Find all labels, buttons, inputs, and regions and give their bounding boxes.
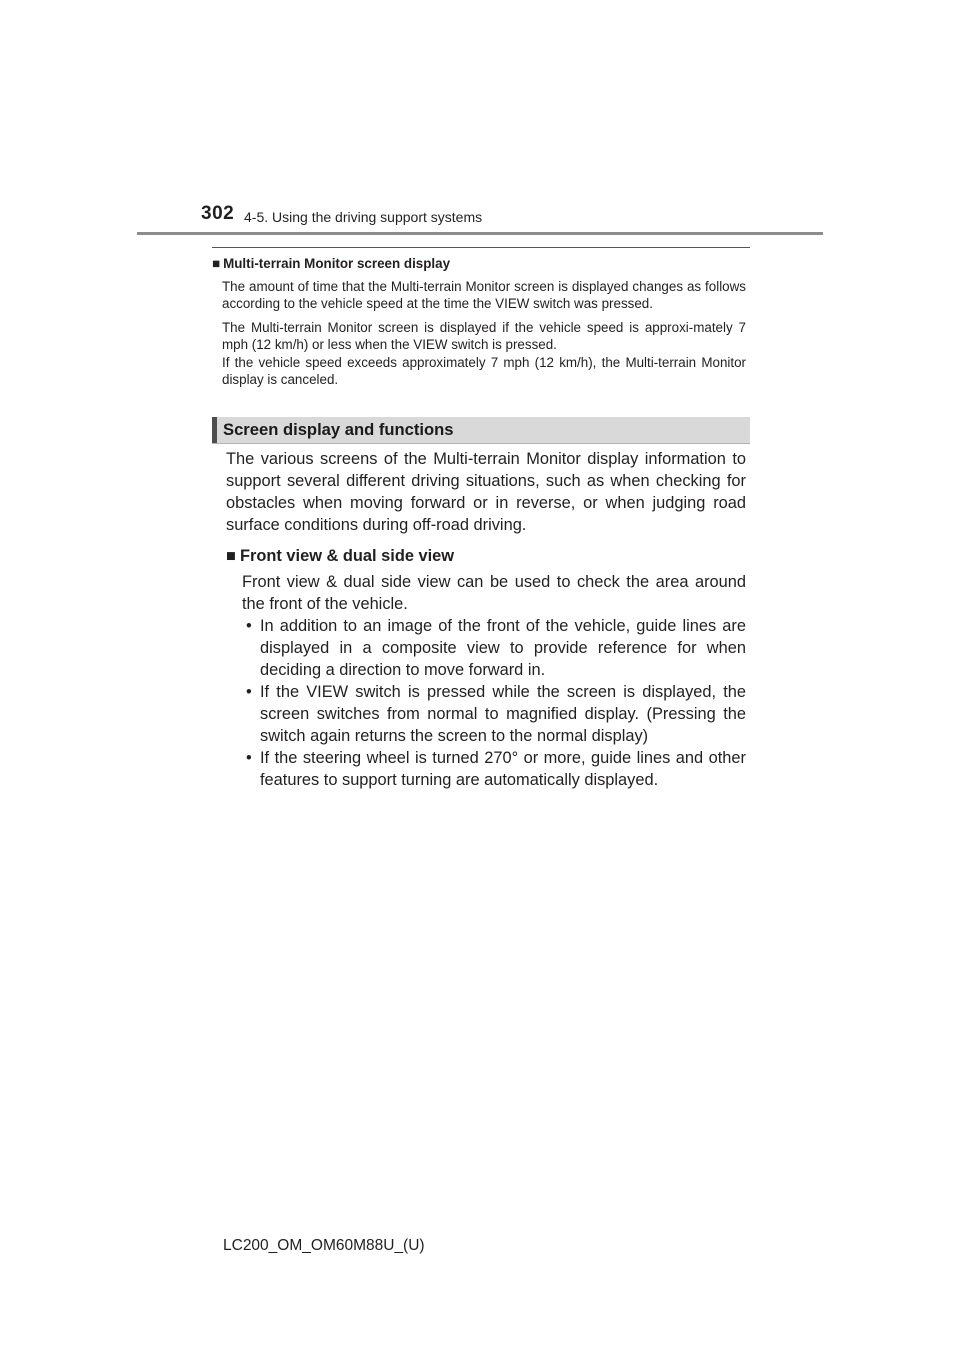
note-heading-text: Multi-terrain Monitor screen display bbox=[223, 256, 451, 271]
note-paragraph: If the vehicle speed exceeds approximately 7 mph (12 km/h), the Multi-terrain Monitor display is canceled. bbox=[222, 354, 746, 387]
section-band bbox=[212, 417, 750, 444]
list-item-text: If the VIEW switch is pressed while the screen is displayed, the screen switches from normal to magnified display. (Pressing the switch again returns the screen to the normal display) bbox=[260, 683, 746, 745]
list-item-text: In addition to an image of the front of the vehicle, guide lines are displayed in a composite view to provide reference for when deciding a direction to move forward in. bbox=[260, 617, 746, 679]
note-top-rule bbox=[212, 247, 750, 248]
section-band-bar bbox=[212, 417, 217, 443]
square-bullet-icon: ■ bbox=[226, 547, 236, 565]
main-body bbox=[226, 448, 746, 791]
subsection-heading-text: Front view & dual side view bbox=[240, 547, 455, 565]
note-paragraph: The Multi-terrain Monitor screen is displayed if the vehicle speed is approxi-mately 7 mph (12 km/h) or less when the VIEW switch is pressed. bbox=[222, 319, 746, 352]
bullet-dot-icon: • bbox=[246, 617, 252, 635]
list-item bbox=[242, 681, 746, 747]
list-item-text: If the steering wheel is turned 270° or more, guide lines and other features to support turning are automatically displayed. bbox=[260, 749, 746, 789]
section-band-title: Screen display and functions bbox=[223, 420, 454, 439]
note-block bbox=[212, 255, 746, 395]
list-item bbox=[242, 747, 746, 791]
list-item bbox=[242, 615, 746, 681]
subsection-heading bbox=[226, 545, 746, 567]
bullet-list bbox=[226, 615, 746, 791]
subsection-text: Front view & dual side view can be used to check the area around the front of the vehicle. bbox=[242, 573, 746, 613]
header-rule bbox=[137, 232, 823, 235]
page-number: 302 bbox=[201, 203, 235, 224]
note-paragraph: The amount of time that the Multi-terrain Monitor screen is displayed changes as follows according to the vehicle speed at the time the VIEW switch was pressed. bbox=[222, 278, 746, 311]
bullet-dot-icon: • bbox=[246, 683, 252, 701]
square-bullet-icon: ■ bbox=[212, 256, 221, 271]
bullet-dot-icon: • bbox=[246, 749, 252, 767]
section-title: 4-5. Using the driving support systems bbox=[244, 209, 483, 225]
note-heading bbox=[212, 255, 746, 273]
footer-doc-code: LC200_OM_OM60M88U_(U) bbox=[223, 1237, 425, 1254]
intro-paragraph: The various screens of the Multi-terrain Monitor display information to support several different driving situations, such as when checking for obstacles when moving forward or in reverse, or when judging road surface conditions during off-road driving. bbox=[226, 450, 746, 534]
